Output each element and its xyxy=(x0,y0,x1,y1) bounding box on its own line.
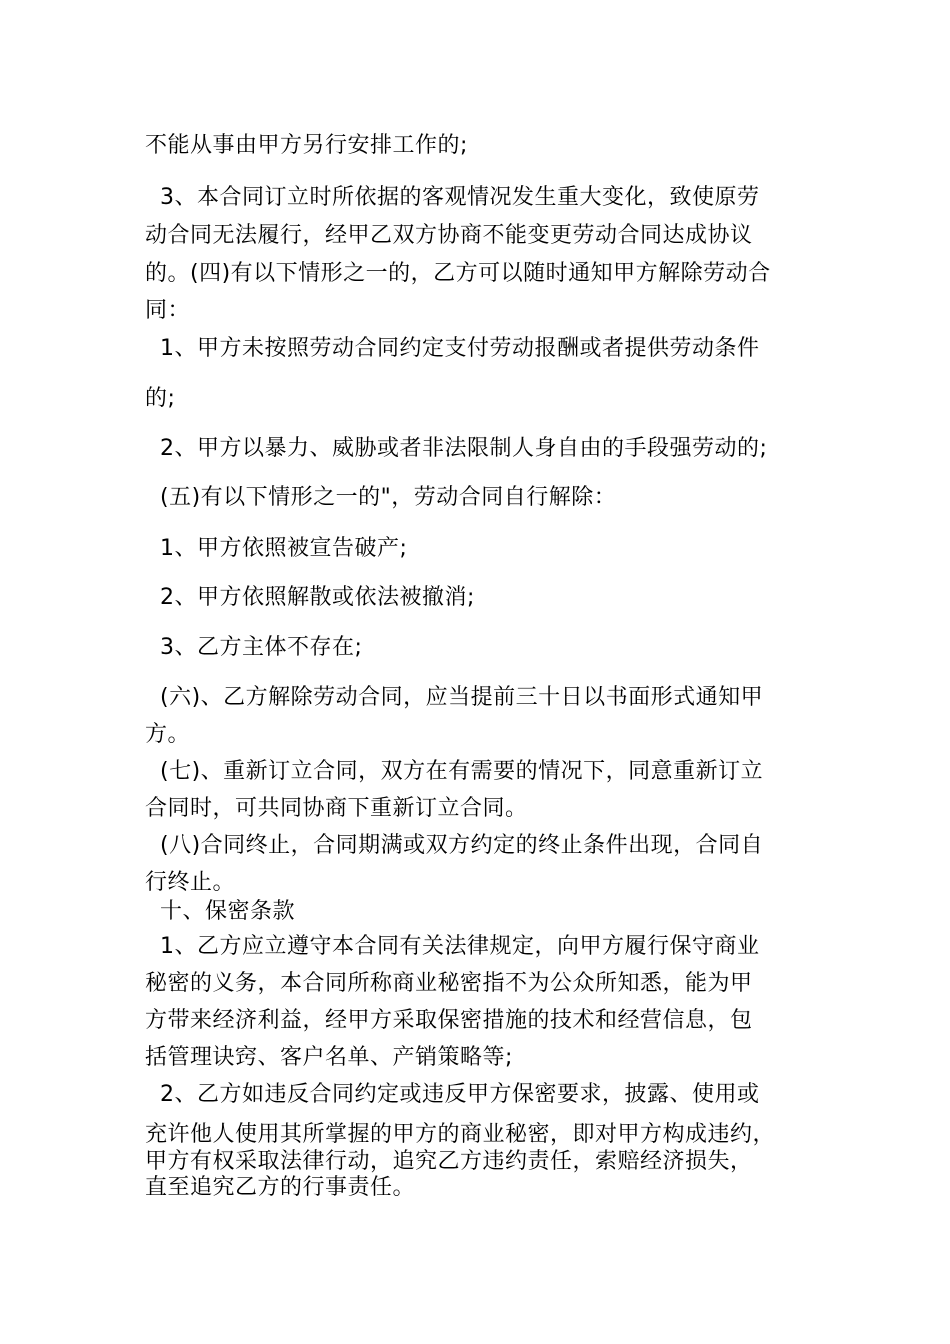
text-line: 2、甲方以暴力、威胁或者非法限制人身自由的手段强劳动的; xyxy=(160,436,768,461)
text-line: 方。 xyxy=(145,722,191,747)
text-line: 同： xyxy=(145,298,191,323)
text-line: 秘密的义务，本合同所称商业秘密指不为公众所知悉，能为甲 xyxy=(145,971,753,996)
text-line: 1、甲方未按照劳动合同约定支付劳动报酬或者提供劳动条件 xyxy=(160,336,760,361)
text-line: (六)、乙方解除劳动合同，应当提前三十日以书面形式通知甲 xyxy=(160,685,764,710)
text-line: 充许他人使用其所掌握的甲方的商业秘密，即对甲方构成违约， xyxy=(145,1122,776,1147)
text-line: 不能从事由甲方另行安排工作的; xyxy=(145,133,468,158)
text-line: 合同时，可共同协商下重新订立合同。 xyxy=(145,796,528,821)
text-line: 直至追究乙方的行事责任。 xyxy=(145,1175,416,1200)
text-line: 1、甲方依照被宣告破产; xyxy=(160,536,408,561)
text-line: 3、乙方主体不存在; xyxy=(160,635,363,660)
text-line: 2、乙方如违反合同约定或违反甲方保密要求，披露、使用或 xyxy=(160,1082,760,1107)
text-line: 的。(四)有以下情形之一的，乙方可以随时通知甲方解除劳动合 xyxy=(145,261,771,286)
text-line: 方带来经济利益，经甲方采取保密措施的技术和经营信息，包 xyxy=(145,1008,753,1033)
text-line: (五)有以下情形之一的"，劳动合同自行解除： xyxy=(160,485,617,510)
text-line: (七)、重新订立合同，双方在有需要的情况下，同意重新订立 xyxy=(160,759,764,784)
text-line: 1、乙方应立遵守本合同有关法律规定，向甲方履行保守商业 xyxy=(160,934,760,959)
text-line: 甲方有权采取法律行动，追究乙方违约责任，索赔经济损失， xyxy=(145,1149,753,1174)
text-line: 3、本合同订立时所依据的客观情况发生重大变化，致使原劳 xyxy=(160,185,760,210)
text-line: 行终止。 xyxy=(145,870,236,895)
text-line: 括管理诀窍、客户名单、产销策略等; xyxy=(145,1045,513,1070)
text-line: 动合同无法履行，经甲乙双方协商不能变更劳动合同达成协议 xyxy=(145,223,753,248)
text-line: (八)合同终止，合同期满或双方约定的终止条件出现，合同自 xyxy=(160,833,764,858)
text-line: 2、甲方依照解散或依法被撤消; xyxy=(160,585,475,610)
text-line: 的; xyxy=(145,386,176,411)
section-heading: 十、保密条款 xyxy=(160,899,296,924)
